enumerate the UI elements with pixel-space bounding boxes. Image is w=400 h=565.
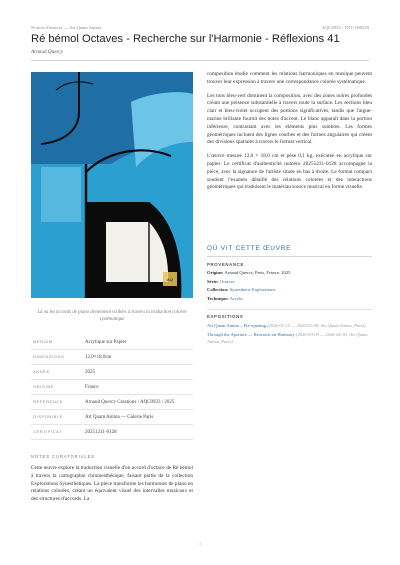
spec-label: ANNÉE (33, 369, 50, 374)
provenance-label: Série: (207, 278, 219, 284)
exposition-item (207, 332, 372, 345)
exposition-meta: (2026-03-09 — 2026-04-30; Art Quam Anima, Paris) (207, 332, 368, 344)
spec-label: RÉFÉRENCE (33, 399, 64, 404)
spec-table (31, 335, 193, 440)
spec-label: DIMENSIONS (33, 354, 65, 359)
provenance-value: Arnaud Quercy, Paris, France, 2025 (224, 270, 291, 275)
provenance-label: Collection: (207, 287, 229, 292)
exposition-meta: (2026-01-15 — 2026-02-28; Art Quam Anima, Paris) (267, 323, 366, 328)
title-divider (31, 60, 369, 61)
spec-row (31, 410, 193, 425)
curatorial-notes-heading: NOTES CURATORIALES (31, 454, 95, 459)
description-paragraph: L'œuvre mesure 12,0 × 18,0 cm et pèse 0,1 kg, exécutée en acrylique sur papier. Le certificat d'authenticité numéro 20251231-0128 accompagne la pièce, avec la signature de l'artiste située en bas à droite. Le format compact soutient l'examen détaillé des relations colorées et des interactions géométriques qui traduisent le matériau source musical en forme visuelle. (207, 153, 372, 191)
spec-value: France (85, 384, 99, 390)
spec-row (31, 425, 193, 440)
description-column (207, 71, 372, 198)
expositions-heading: EXPOSITIONS (207, 314, 244, 319)
where-divider (207, 256, 372, 257)
header-collection: Notices d'œuvres — Art Quam Anima (31, 25, 102, 30)
spec-value: Arnaud Quercy Creations / AQC0933 / 2025 (85, 399, 175, 405)
spec-label: DISPONIBLE (33, 414, 64, 419)
spec-row (31, 365, 193, 380)
provenance-label: Origine: (207, 270, 224, 275)
exposition-item (207, 323, 372, 329)
spec-label: ORIGINE (33, 384, 55, 389)
svg-text:AQ: AQ (167, 277, 173, 282)
spec-row (31, 335, 193, 350)
header-reference: AQC0933 - NTC-000529 (321, 25, 369, 30)
where-it-lives-heading: OÙ VIT CETTE ŒUVRE (207, 245, 292, 252)
spec-value: 2025 (85, 369, 95, 375)
spec-value: Acrylique sur Papier (85, 339, 127, 345)
page-number: 1 (198, 541, 202, 546)
exposition-title[interactable]: Art Quam Anima – Pre-opening (207, 323, 266, 328)
provenance-item (207, 270, 372, 275)
provenance-label: Technique: (207, 295, 229, 301)
artwork-caption: Là où les accords de piano deviennent visibles à travers la traduction colorée systématique (37, 310, 187, 322)
expositions-list (207, 323, 372, 348)
artwork-image (31, 72, 193, 298)
provenance-value[interactable]: Octaves (219, 278, 235, 284)
spec-label: MÉDIUM (33, 339, 53, 344)
description-paragraph: Les tons bleu-vert dominent la composition, avec des zones noires profondes créant une présence substantielle à travers toute la surface. Les sections bleu clair et bleu-violet occupent des portions significatives, tandis que l'aigue-marine brillante fournit des notes d'accent. Le blanc apparaît dans la portion inférieure, contrastant avec les éléments plus sombres. Les formes géométriques incluent des lignes courbes et des formes angulaires qui créent des divisions spatiales à travers le format vertical. (207, 92, 372, 146)
spec-row (31, 395, 193, 410)
artwork-painting (31, 72, 193, 298)
spec-value: 20251231-0128 (85, 429, 117, 435)
spec-label: CERTIFICAT (33, 429, 63, 434)
artist-name: Arnaud Quercy (31, 49, 63, 55)
provenance-list (207, 270, 372, 304)
spec-value: 12,0×18,0cm (85, 354, 112, 360)
provenance-heading: PROVENANCE (207, 262, 244, 267)
artwork-title: Ré bémol Octaves - Recherche sur l'Harmonie - Réflexions 41 (31, 33, 340, 45)
provenance-item (207, 287, 372, 292)
spec-value: Art Quam Anima — Galerie Paris (85, 414, 154, 420)
provenance-value[interactable]: Synesthetic Explorations (229, 287, 276, 292)
provenance-value[interactable]: Acrylic (229, 295, 244, 301)
spec-row (31, 380, 193, 395)
expositions-divider (207, 309, 372, 310)
curatorial-notes-text: Cette œuvre explore la traduction visuelle d'un accord d'octave de Ré bémol à travers la cartographie chromesthésique, faisant partie de la collection Explorations Synesthétiques. La pièce transforme les harmonies de piano en relations colorées, créant un équivalent visuel des intervalles musicaux et des structures d'accords. La (31, 465, 193, 503)
provenance-item (207, 296, 372, 301)
exposition-title[interactable]: Through the Aperture — Research on Harmony (207, 332, 295, 338)
provenance-item (207, 279, 372, 284)
description-paragraph: composition étudie comment les relations harmoniques en musique peuvent trouver leur expression à travers une correspondance colorée systématique. (207, 71, 372, 85)
spec-row (31, 350, 193, 365)
